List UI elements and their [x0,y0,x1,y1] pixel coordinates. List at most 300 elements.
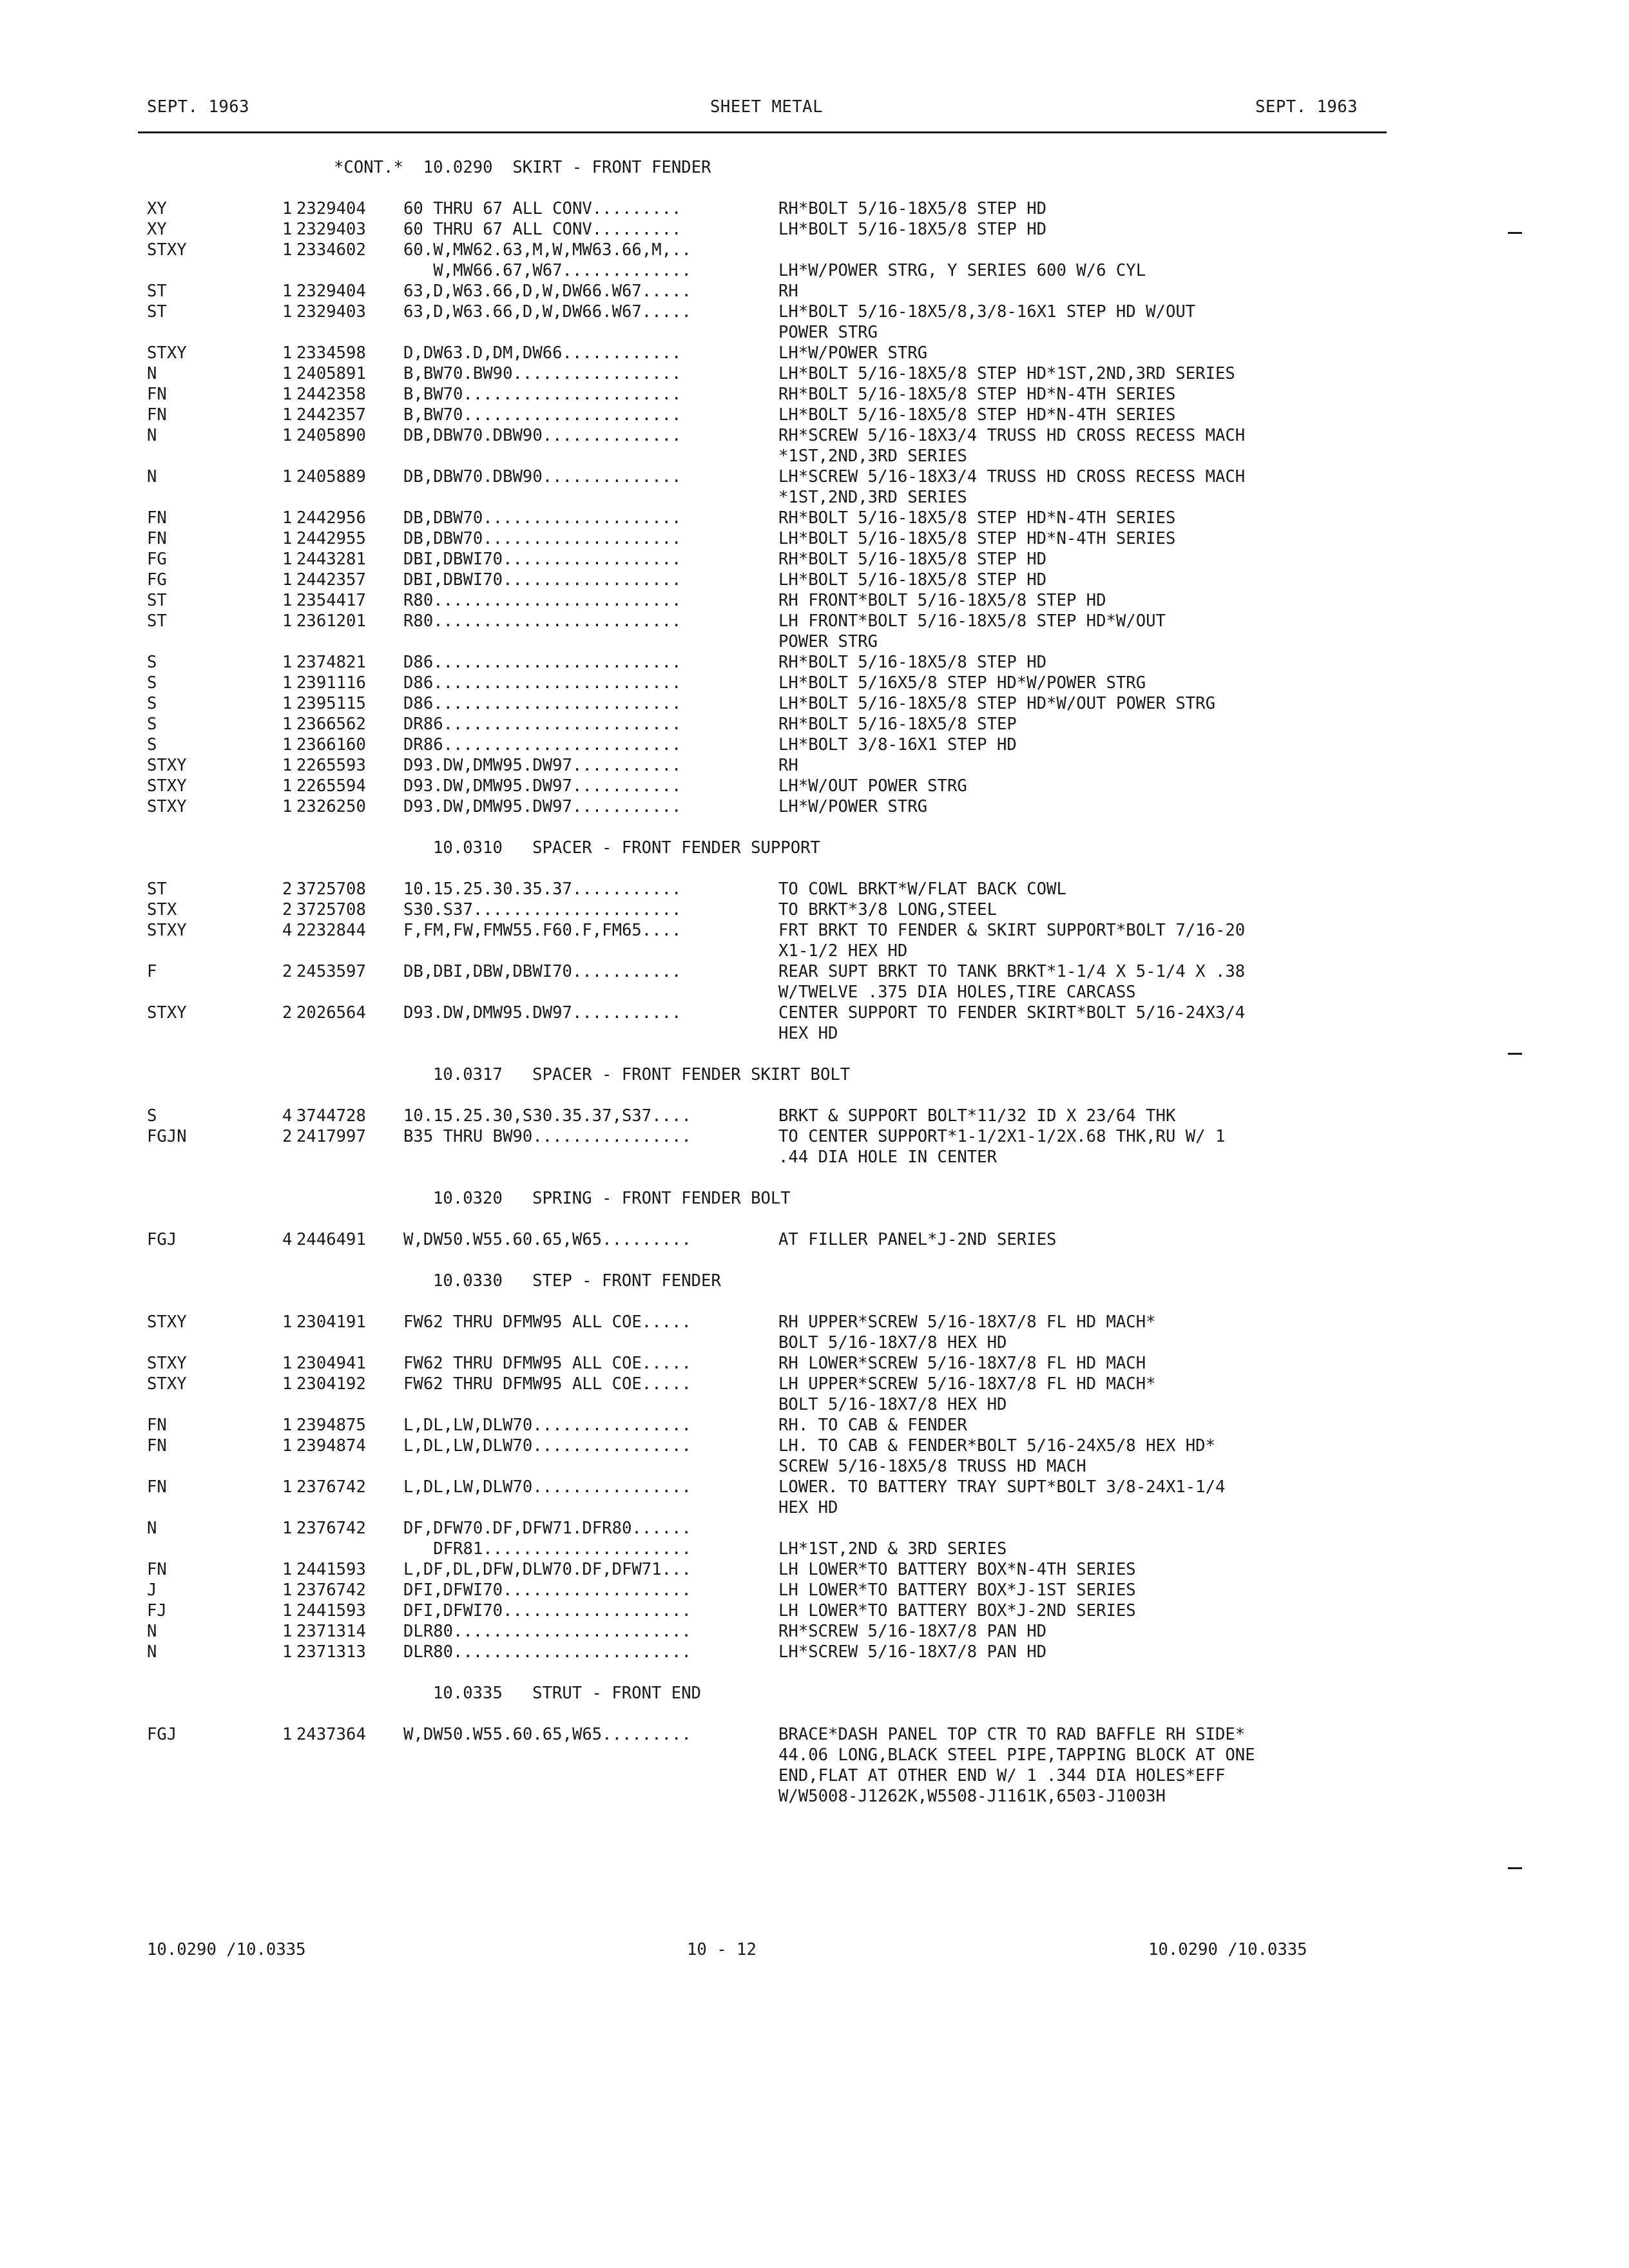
part-qty [282,1147,296,1168]
part-row [147,611,1371,631]
part-code: ST [147,591,167,610]
part-desc: W/W5008-J1262K,W5508-J1161K,6503-J1003H [778,1787,1166,1806]
part-models: DLR80........................ [403,1622,691,1641]
part-row [147,1106,1371,1126]
part-code [147,1745,282,1765]
part-row [147,1374,1371,1394]
part-desc: HEX HD [778,1498,838,1517]
part-qty: 4 [282,1106,293,1126]
part-row [147,1332,1371,1353]
part-code [147,982,282,1003]
part-models: D86......................... [403,694,682,713]
part-code: ST [147,302,167,322]
part-desc: LH FRONT*BOLT 5/16-18X5/8 STEP HD*W/OUT [778,611,1166,631]
part-desc: LH*W/POWER STRG [778,343,928,363]
part-desc: .44 DIA HOLE IN CENTER [778,1148,997,1167]
part-code: N [147,426,157,445]
part-row [147,1456,1371,1477]
part-qty [282,1332,296,1353]
part-models: 10.15.25.30,S30.35.37,S37.... [403,1106,691,1126]
part-code: ST [147,611,167,631]
part-qty: 1 [282,1312,293,1332]
part-code [147,446,282,466]
part-desc: LH*BOLT 5/16-18X5/8,3/8-16X1 STEP HD W/OUT [778,302,1196,322]
part-models: B,BW70...................... [403,385,682,404]
part-qty: 1 [282,1560,293,1579]
section-title: 10.0317 SPACER - FRONT FENDER SKIRT BOLT [433,1065,851,1084]
part-row [147,281,1371,302]
part-models: W,MW66.67,W67............. [403,261,691,280]
part-part: 2265593 [296,756,366,775]
part-qty [282,1745,296,1765]
part-models [403,1456,778,1477]
part-qty: 1 [282,282,293,301]
part-part: 2334602 [296,240,366,260]
part-code: FN [147,529,167,548]
part-models: L,DL,LW,DLW70................ [403,1416,691,1435]
part-row [147,384,1371,405]
part-desc: TO BRKT*3/8 LONG,STEEL [778,900,997,919]
part-part [296,941,403,961]
part-qty: 2 [282,1127,293,1146]
part-part: 2405891 [296,364,366,383]
part-code: STXY [147,921,187,940]
part-desc: RH [778,282,798,301]
part-models [403,1394,778,1415]
part-code [147,1786,282,1807]
part-row [147,982,1371,1003]
part-models: B35 THRU BW90................ [403,1127,691,1146]
part-models: DB,DBW70.................... [403,508,682,528]
part-qty: 1 [282,220,293,239]
part-code: FN [147,385,167,404]
section-title: *CONT.* 10.0290 SKIRT - FRONT FENDER [334,158,711,177]
part-part: 3725708 [296,879,366,899]
part-desc: LH*BOLT 5/16-18X5/8 STEP HD [778,570,1047,590]
part-qty [282,1539,296,1559]
part-part [296,1394,403,1415]
part-qty: 1 [282,611,293,631]
part-qty: 1 [282,467,293,486]
part-part: 2371313 [296,1642,366,1662]
part-code: STXY [147,756,187,775]
part-row [147,1497,1371,1518]
part-models: DLR80........................ [403,1642,691,1662]
part-code: STXY [147,797,187,816]
part-code: FGJN [147,1127,187,1146]
part-part: 2453597 [296,962,366,981]
part-part: 2329403 [296,302,366,322]
part-desc: BRACE*DASH PANEL TOP CTR TO RAD BAFFLE RH SIDE* [778,1725,1246,1744]
part-row [147,1621,1371,1642]
part-models [403,1497,778,1518]
part-desc: LH*BOLT 5/16-18X5/8 STEP HD [778,220,1047,239]
part-qty: 1 [282,653,293,672]
section-spacer [147,1168,1371,1188]
part-part [296,1765,403,1786]
part-qty: 1 [282,1436,293,1456]
part-qty: 1 [282,529,293,548]
part-code: N [147,1642,157,1662]
section-spacer [147,817,1371,838]
part-models: DB,DBI,DBW,DBWI70........... [403,962,682,981]
part-desc: 44.06 LONG,BLACK STEEL PIPE,TAPPING BLOCK AT ONE [778,1745,1255,1765]
part-code: STXY [147,343,187,363]
part-row [147,1436,1371,1456]
part-desc: *1ST,2ND,3RD SERIES [778,488,967,507]
part-desc: RH FRONT*BOLT 5/16-18X5/8 STEP HD [778,591,1106,610]
part-code [147,1023,282,1044]
part-row [147,941,1371,961]
section-spacer [147,1662,1371,1683]
part-row [147,1559,1371,1580]
part-part [296,1332,403,1353]
part-qty: 1 [282,591,293,610]
part-qty: 1 [282,797,293,816]
part-part: 2442956 [296,508,366,528]
header-title: SHEET METAL [710,97,823,117]
part-qty: 1 [282,405,293,425]
part-models: 63,D,W63.66,D,W,DW66.W67..... [403,282,691,301]
part-part: 2442358 [296,385,366,404]
part-qty [282,1023,296,1044]
part-models [403,941,778,961]
part-models: DFR81..................... [403,1539,691,1559]
part-models: R80......................... [403,611,682,631]
part-models: L,DF,DL,DFW,DLW70.DF,DFW71... [403,1560,691,1579]
part-row [147,570,1371,590]
part-part: 2026564 [296,1003,366,1023]
part-qty: 1 [282,364,293,383]
part-code [147,1394,282,1415]
part-qty: 1 [282,776,293,796]
part-code: N [147,1622,157,1641]
part-row [147,776,1371,796]
part-code [147,1456,282,1477]
part-part: 2329404 [296,282,366,301]
part-models: R80......................... [403,591,682,610]
part-code: N [147,1519,157,1538]
part-row [147,1312,1371,1332]
part-models: FW62 THRU DFMW95 ALL COE..... [403,1312,691,1332]
part-qty: 1 [282,1622,293,1641]
part-part: 2371314 [296,1622,366,1641]
part-desc: LH*SCREW 5/16-18X7/8 PAN HD [778,1642,1047,1662]
part-row [147,1003,1371,1023]
part-desc: LH LOWER*TO BATTERY BOX*J-2ND SERIES [778,1601,1136,1620]
part-part: 2441593 [296,1601,366,1620]
part-desc: LH*W/POWER STRG, Y SERIES 600 W/6 CYL [778,261,1146,280]
part-qty: 1 [282,1416,293,1435]
part-models: DFI,DFWI70................... [403,1581,691,1600]
part-part: 2326250 [296,797,366,816]
part-row [147,466,1371,487]
part-code: FN [147,1436,167,1456]
part-models [403,1765,778,1786]
part-part: 2395115 [296,694,366,713]
part-part: 2442357 [296,405,366,425]
part-part: 2376742 [296,1581,366,1600]
part-desc: RH*BOLT 5/16-18X5/8 STEP HD [778,199,1047,218]
part-part: 2265594 [296,776,366,796]
part-part: 2329404 [296,199,366,218]
section-title: 10.0320 SPRING - FRONT FENDER BOLT [433,1189,791,1208]
part-models: DF,DFW70.DF,DFW71.DFR80...... [403,1519,691,1538]
part-desc: RH*BOLT 5/16-18X5/8 STEP HD [778,653,1047,672]
part-qty: 4 [282,1230,293,1249]
part-part: 2394875 [296,1416,366,1435]
part-code: FGJ [147,1725,177,1744]
part-desc: RH. TO CAB & FENDER [778,1416,967,1435]
part-code: FN [147,1477,167,1497]
footer-page-number: 10 - 12 [687,1940,757,1959]
footer-range-left: 10.0290 /10.0335 [147,1940,306,1959]
part-part [296,982,403,1003]
header-date-right: SEPT. 1963 [1255,97,1358,117]
part-models: D,DW63.D,DM,DW66............ [403,343,682,363]
part-desc: X1-1/2 HEX HD [778,941,908,961]
part-row [147,652,1371,673]
part-models: D86......................... [403,653,682,672]
part-part: 2329403 [296,220,366,239]
part-part [296,1745,403,1765]
part-code: FN [147,1416,167,1435]
part-part: 2391116 [296,673,366,693]
part-qty: 1 [282,1581,293,1600]
part-qty: 4 [282,921,293,940]
part-row [147,363,1371,384]
part-qty: 1 [282,1374,293,1394]
part-row [147,1126,1371,1147]
part-part: 2361201 [296,611,366,631]
part-desc: RH*BOLT 5/16-18X5/8 STEP HD*N-4TH SERIES [778,385,1176,404]
part-code [147,1497,282,1518]
part-desc: W/TWELVE .375 DIA HOLES,TIRE CARCASS [778,983,1136,1002]
part-models: DB,DBW70.DBW90.............. [403,467,682,486]
part-part: 2304191 [296,1312,366,1332]
part-qty: 1 [282,199,293,218]
part-part: 2374821 [296,653,366,672]
part-models: 60.W,MW62.63,M,W,MW63.66,M,.. [403,240,691,260]
part-row [147,1642,1371,1662]
part-qty: 1 [282,1519,293,1538]
part-code: STXY [147,1312,187,1332]
part-models: W,DW50.W55.60.65,W65......... [403,1725,691,1744]
part-models: DBI,DBWI70.................. [403,550,682,569]
section-title: 10.0330 STEP - FRONT FENDER [433,1271,721,1291]
part-models [403,1023,778,1044]
part-row [147,425,1371,446]
part-qty: 1 [282,343,293,363]
part-row [147,755,1371,776]
part-qty: 1 [282,508,293,528]
part-models: S30.S37..................... [403,900,682,919]
part-models: DFI,DFWI70................... [403,1601,691,1620]
part-row [147,487,1371,508]
part-models [403,1745,778,1765]
part-row [147,322,1371,343]
part-code [147,1332,282,1353]
part-desc: RH*BOLT 5/16-18X5/8 STEP HD*N-4TH SERIES [778,508,1176,528]
part-row [147,879,1371,899]
part-code: STX [147,900,177,919]
part-qty: 1 [282,240,293,260]
part-row [147,796,1371,817]
part-code: FJ [147,1601,167,1620]
part-code: ST [147,879,167,899]
part-part: 2232844 [296,921,366,940]
part-models: D93.DW,DMW95.DW97........... [403,756,682,775]
part-part: 2376742 [296,1477,366,1497]
part-desc: LH*SCREW 5/16-18X3/4 TRUSS HD CROSS RECESS MACH [778,467,1246,486]
part-qty: 1 [282,694,293,713]
part-desc: FRT BRKT TO FENDER & SKIRT SUPPORT*BOLT 7/16-20 [778,921,1246,940]
part-models: FW62 THRU DFMW95 ALL COE..... [403,1374,691,1394]
part-code: S [147,653,157,672]
part-desc: AT FILLER PANEL*J-2ND SERIES [778,1230,1057,1249]
header-date-left: SEPT. 1963 [147,97,250,117]
part-models: 10.15.25.30.35.37........... [403,879,682,899]
part-models: W,DW50.W55.60.65,W65......... [403,1230,691,1249]
part-row [147,961,1371,982]
section-spacer [147,1807,1371,1827]
part-desc: BOLT 5/16-18X7/8 HEX HD [778,1395,1007,1414]
part-row [147,1600,1371,1621]
part-part: 3725708 [296,900,366,919]
part-desc: RH*SCREW 5/16-18X7/8 PAN HD [778,1622,1047,1641]
part-models [403,487,778,508]
part-desc: LH*W/POWER STRG [778,797,928,816]
part-models: DB,DBW70.................... [403,529,682,548]
part-code: N [147,467,157,486]
part-qty [282,941,296,961]
part-models: L,DL,LW,DLW70................ [403,1477,691,1497]
part-part [296,631,403,652]
part-row [147,302,1371,322]
part-qty: 2 [282,962,293,981]
part-row [147,1353,1371,1374]
part-row [147,1477,1371,1497]
footer-range-right: 10.0290 /10.0335 [1148,1940,1307,1959]
part-part: 2442955 [296,529,366,548]
part-models: F,FM,FW,FMW55.F60.F,FM65.... [403,921,682,940]
margin-mark [1508,1053,1522,1055]
part-desc: RH LOWER*SCREW 5/16-18X7/8 FL HD MACH [778,1354,1146,1373]
section-title: 10.0310 SPACER - FRONT FENDER SUPPORT [433,838,820,858]
part-row [147,1147,1371,1168]
part-code: XY [147,199,167,218]
parts-list [147,157,1371,1827]
part-qty: 1 [282,1477,293,1497]
part-part: 2443281 [296,550,366,569]
part-models [403,631,778,652]
part-qty [282,631,296,652]
part-models [403,1786,778,1807]
part-row [147,528,1371,549]
part-row [147,240,1371,260]
part-row [147,260,1371,281]
part-row [147,1786,1371,1807]
part-models [403,982,778,1003]
part-qty: 1 [282,1725,293,1744]
part-desc: RH UPPER*SCREW 5/16-18X7/8 FL HD MACH* [778,1312,1156,1332]
part-row [147,1539,1371,1559]
part-row [147,1415,1371,1436]
part-qty: 1 [282,756,293,775]
part-qty: 1 [282,1354,293,1373]
part-code: FN [147,1560,167,1579]
part-models: 63,D,W63.66,D,W,DW66.W67..... [403,302,691,322]
part-row [147,508,1371,528]
part-models [403,1332,778,1353]
part-desc: LH*BOLT 5/16-18X5/8 STEP HD*W/OUT POWER STRG [778,694,1215,713]
part-models: D86......................... [403,673,682,693]
part-models: DR86........................ [403,735,682,754]
part-models: 60 THRU 67 ALL CONV......... [403,220,682,239]
part-qty: 2 [282,879,293,899]
part-part: 2334598 [296,343,366,363]
part-desc: LH LOWER*TO BATTERY BOX*N-4TH SERIES [778,1560,1136,1579]
part-models: DB,DBW70.DBW90.............. [403,426,682,445]
header-rule [138,131,1387,133]
part-part [296,446,403,466]
part-row [147,1229,1371,1250]
part-models: D93.DW,DMW95.DW97........... [403,776,682,796]
part-code: ST [147,282,167,301]
part-row [147,446,1371,466]
part-code: FN [147,508,167,528]
part-code: S [147,715,157,734]
part-desc: SCREW 5/16-18X5/8 TRUSS HD MACH [778,1457,1086,1476]
part-qty [282,1394,296,1415]
part-code: FN [147,405,167,425]
part-part [296,487,403,508]
margin-mark [1508,1867,1522,1869]
part-models [403,1147,778,1168]
part-code: FGJ [147,1230,177,1249]
part-code: J [147,1581,157,1600]
part-qty: 1 [282,426,293,445]
part-desc: LH*BOLT 5/16-18X5/8 STEP HD*1ST,2ND,3RD SERIES [778,364,1235,383]
part-qty [282,1765,296,1786]
part-qty: 1 [282,302,293,322]
part-part: 2417997 [296,1127,366,1146]
part-code: STXY [147,1354,187,1373]
part-qty [282,1786,296,1807]
part-desc: TO COWL BRKT*W/FLAT BACK COWL [778,879,1066,899]
part-code [147,1539,282,1559]
part-desc: BRKT & SUPPORT BOLT*11/32 ID X 23/64 THK [778,1106,1176,1126]
part-part [296,1456,403,1477]
part-desc: LH UPPER*SCREW 5/16-18X7/8 FL HD MACH* [778,1374,1156,1394]
part-part [296,1497,403,1518]
part-row [147,1518,1371,1539]
section-spacer [147,1250,1371,1271]
part-desc: TO CENTER SUPPORT*1-1/2X1-1/2X.68 THK,RU W/ 1 [778,1127,1226,1146]
part-code: XY [147,220,167,239]
part-models: DBI,DBWI70.................. [403,570,682,590]
part-code: STXY [147,1374,187,1394]
part-code: FG [147,570,167,590]
part-desc: LH LOWER*TO BATTERY BOX*J-1ST SERIES [778,1581,1136,1600]
part-code [147,941,282,961]
part-row [147,198,1371,219]
part-models: DR86........................ [403,715,682,734]
part-desc: POWER STRG [778,323,878,342]
part-part: 2394874 [296,1436,366,1456]
part-code: N [147,364,157,383]
part-desc: RH [778,756,798,775]
